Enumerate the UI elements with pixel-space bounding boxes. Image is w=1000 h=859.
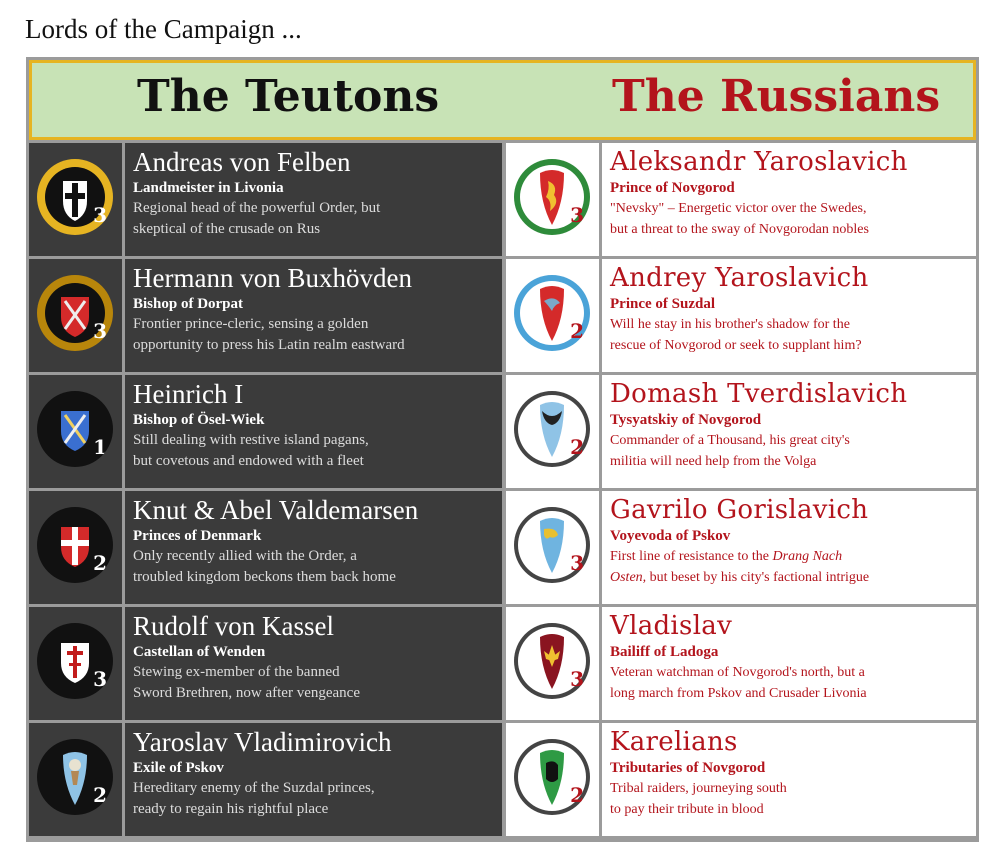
blue-eagle-kite-shield-icon	[514, 391, 590, 467]
black-cross-shield-icon	[37, 159, 113, 235]
lord-description-line: opportunity to press his Latin realm eastward	[133, 337, 405, 353]
service-number: 2	[93, 783, 107, 807]
green-bear-kite-shield-icon	[514, 739, 590, 815]
lord-description-line: Stewing ex-member of the banned	[133, 664, 340, 680]
lord-row-vladislav	[506, 607, 976, 720]
service-number: 2	[570, 319, 584, 343]
lord-title: Prince of Suzdal	[610, 296, 715, 312]
lord-title: Landmeister in Livonia	[133, 180, 284, 196]
lord-token-cell	[29, 259, 122, 372]
lord-row-hermann	[29, 259, 502, 372]
maroon-falcon-kite-shield-icon	[514, 623, 590, 699]
lord-title: Tysyatskiy of Novgorod	[610, 412, 762, 428]
lord-description-line: militia will need help from the Volga	[610, 454, 817, 469]
description-text: but beset by his city's factional intrigue	[646, 570, 870, 585]
lord-text-cell	[125, 375, 502, 488]
page-title: Lords of the Campaign ...	[25, 14, 302, 44]
lord-token-cell	[506, 491, 599, 604]
lord-title: Tributaries of Novgorod	[610, 760, 766, 776]
description-italic-text: Drang Nach	[772, 549, 843, 564]
red-bird-kite-shield-icon	[514, 275, 590, 351]
lord-text-cell	[602, 143, 976, 256]
service-number: 1	[93, 435, 107, 459]
pskov-kite-shield-icon	[37, 739, 113, 815]
lord-text-cell	[602, 607, 976, 720]
lord-name: Hermann von Buxhövden	[133, 263, 412, 293]
lord-description-line: Regional head of the powerful Order, but	[133, 200, 381, 216]
lord-description-line: Veteran watchman of Novgorod's north, but a	[610, 665, 865, 680]
lord-text-cell	[125, 607, 502, 720]
danish-cross-shield-icon	[37, 507, 113, 583]
lord-description-line: troubled kingdom beckons them back home	[133, 569, 396, 585]
lord-row-yaroslav	[29, 723, 502, 836]
lord-description-line: "Nevsky" – Energetic victor over the Swedes,	[610, 201, 867, 216]
lord-row-rudolf	[29, 607, 502, 720]
sword-brethren-shield-icon	[37, 623, 113, 699]
lord-text-cell	[125, 259, 502, 372]
lord-token-cell	[29, 723, 122, 836]
lord-description-line: Tribal raiders, journeying south	[610, 781, 787, 796]
description-italic-text: Osten,	[610, 570, 647, 585]
lord-row-gavrilo	[506, 491, 976, 604]
lord-description-line: but a threat to the sway of Novgorodan nobles	[610, 222, 869, 237]
lord-token-cell	[506, 607, 599, 720]
lord-name: Andrey Yaroslavich	[610, 263, 869, 293]
lord-name: Knut & Abel Valdemarsen	[133, 495, 419, 525]
service-number: 3	[93, 667, 107, 691]
teutons-heading: The Teutons	[137, 71, 440, 122]
lord-description-line: rescue of Novgorod or seek to supplant him?	[610, 338, 862, 353]
blue-lion-kite-shield-icon	[514, 507, 590, 583]
lord-description-line: Only recently allied with the Order, a	[133, 548, 357, 564]
lord-description-line: long march from Pskov and Crusader Livonia	[610, 686, 867, 701]
lord-title: Princes of Denmark	[133, 528, 262, 544]
service-number: 3	[93, 203, 107, 227]
faction-header-bar	[29, 60, 976, 140]
lord-name: Vladislav	[610, 611, 733, 641]
lord-token-cell	[506, 723, 599, 836]
lord-title: Prince of Novgorod	[610, 180, 735, 196]
service-number: 3	[570, 667, 584, 691]
lord-text-cell	[125, 491, 502, 604]
lord-description-line: ready to regain his rightful place	[133, 801, 329, 817]
lord-description-line: to pay their tribute in blood	[610, 802, 764, 817]
lord-description-line: Hereditary enemy of the Suzdal princes,	[133, 780, 375, 796]
lord-description-line: Frontier prince-cleric, sensing a golden	[133, 316, 369, 332]
lord-title: Castellan of Wenden	[133, 644, 266, 660]
lord-name: Yaroslav Vladimirovich	[133, 727, 392, 757]
lord-token-cell	[29, 375, 122, 488]
lord-token-cell	[29, 143, 122, 256]
lord-title: Exile of Pskov	[133, 760, 224, 776]
red-lion-kite-shield-icon	[514, 159, 590, 235]
lord-text-cell	[125, 723, 502, 836]
blue-crossed-sword-crozier-shield-icon	[37, 391, 113, 467]
lord-token-cell	[29, 607, 122, 720]
lord-name: Aleksandr Yaroslavich	[610, 147, 908, 177]
service-number: 3	[93, 319, 107, 343]
lord-text-cell	[602, 491, 976, 604]
lord-text-cell	[602, 375, 976, 488]
lord-title: Bishop of Dorpat	[133, 296, 244, 312]
lord-description-line: but covetous and endowed with a fleet	[133, 453, 364, 469]
lord-description-line	[610, 546, 968, 567]
service-number: 2	[570, 435, 584, 459]
lord-token-cell	[506, 143, 599, 256]
crossed-sword-key-shield-icon	[37, 275, 113, 351]
lord-name: Karelians	[610, 727, 738, 757]
lord-description-line: Sword Brethren, now after vengeance	[133, 685, 360, 701]
lord-text-cell	[125, 143, 502, 256]
service-number: 3	[570, 203, 584, 227]
lord-text-cell	[602, 259, 976, 372]
russians-heading: The Russians	[612, 71, 941, 122]
lord-title: Bishop of Ösel-Wiek	[133, 412, 265, 428]
service-number: 2	[93, 551, 107, 575]
description-text: First line of resistance to the	[610, 549, 773, 564]
service-number: 3	[570, 551, 584, 575]
lord-row-andrey	[506, 259, 976, 372]
lord-token-cell	[29, 491, 122, 604]
lord-description-line: Will he stay in his brother's shadow for the	[610, 317, 850, 332]
lord-row-knut-abel	[29, 491, 502, 604]
lord-name: Domash Tverdislavich	[610, 379, 908, 409]
lords-table	[26, 57, 979, 842]
lord-description-line: Still dealing with restive island pagans,	[133, 432, 369, 448]
lord-name: Andreas von Felben	[133, 147, 351, 177]
lord-name: Heinrich I	[133, 379, 244, 409]
lord-title: Bailiff of Ladoga	[610, 644, 719, 660]
lord-row-karelians	[506, 723, 976, 836]
lord-row-aleksandr	[506, 143, 976, 256]
lord-row-heinrich	[29, 375, 502, 488]
lord-text-cell	[602, 723, 976, 836]
lord-token-cell	[506, 375, 599, 488]
lord-row-domash	[506, 375, 976, 488]
service-number: 2	[570, 783, 584, 807]
lord-description-line: Commander of a Thousand, his great city's	[610, 433, 850, 448]
lord-name: Rudolf von Kassel	[133, 611, 334, 641]
lord-description-line	[610, 567, 968, 588]
lord-row-andreas	[29, 143, 502, 256]
lord-title: Voyevoda of Pskov	[610, 528, 731, 544]
lord-name: Gavrilo Gorislavich	[610, 495, 869, 525]
lord-description-line: skeptical of the crusade on Rus	[133, 221, 321, 237]
lord-token-cell	[506, 259, 599, 372]
